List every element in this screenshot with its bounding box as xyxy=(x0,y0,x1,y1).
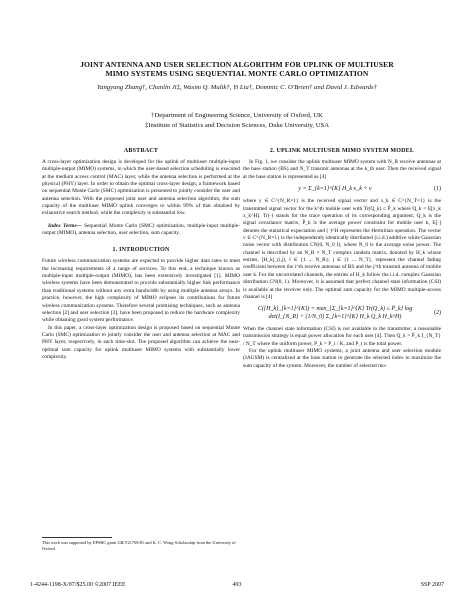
paper-title xyxy=(30,60,444,78)
affiliation-oxford: †Department of Engineering Science, University of Oxford, UK xyxy=(151,112,323,119)
equation-2 xyxy=(243,306,441,321)
equation-1-number: (1) xyxy=(434,186,441,193)
index-terms xyxy=(42,223,240,238)
footer-page-number: 493 xyxy=(232,582,242,588)
footnote-text: This work was supported by EPSRC grant GR/T21769/01 and K. C. Wong Scholarship from the University of Oxford. xyxy=(42,540,236,551)
introduction-paragraph-1: Future wireless communication systems are expected to provide higher data rates to meet the increasing requirements of a range of services. To this end, a technique known as multiple-input multiple-output (MIMO), has been extensively investigated [1]. MIMO wireless systems have been demonstrated to provide substantially higher link performance than traditional systems without any extra bandwidth by using multiple antenna arrays. In practice, however, the high complexity of MIMO eclipses its contributions for future wireless communication systems. Therefore several promising techniques, such as antenna selection [2] and user selection [3], have been proposed to reduce the hardware complexity while obtaining good system performance. xyxy=(42,258,240,324)
footer-copyright: 1-4244-1198-X/07/$25.00 ©2007 IEEE xyxy=(30,582,126,588)
system-model-paragraph-2: where y ∈ C^{N_R×1} is the received signal vector and x_k ∈ C^{N_T×1} is the transmitted signal vector for the k^th mobile user with Tr(Q_k) ≤ P̄_k where Q_k = E[x_k x_k^H]. Tr(·) stands for the trace operation of its corresponding argument, Q_k is the signal covariance matrix, P̄_k is the average power constraint for mobile user k, E[·] denotes the statistical expectation and (·)^H represents the Hermitian operation. The vector v ∈ C^{N_R×1} is the independently identically distributed (i.i.d.) additive white Gaussian noise vector with distribution CN(0, N_0 I), where N_0 is the average noise power. The channel is described by an N_R × N_T complex random matrix, denoted by H_k whose entries, [H_k]_(i,j), i ∈ {1 ... N_R}; j ∈ {1 ... N_T}, represent the channel fading coefficient between the i^th receive antennas of BS and the j^th transmit antenna of mobile user k. For the uncorrelated channels, the entries of H_k follow the i.i.d. complex Gaussian distribution CN(0, 1). Moreover, it is assumed that perfect channel state information (CSI) is available at the receiver only. The optimal sum capacity for the MIMO multiple-access channel is [4] xyxy=(243,198,441,300)
left-column xyxy=(42,144,240,361)
author-list: Yangyang Zhang†, Chunlin Ji‡, Wasim Q. Malik†, Yi Liu†, Dominic C. O'Brien† and David J. Edwards† xyxy=(97,84,377,91)
equation-1 xyxy=(243,186,441,193)
right-column xyxy=(243,144,441,370)
equation-2-body: C({H_k}_{k=1}^{K}) = max_{Σ_{k=1}^{K} Tr(Q_k) ≤ P̄_k} log det(I_{N_R} + (1/N_0) Σ_{k=1}^{K} H_k Q_k H_k^H) xyxy=(257,306,413,320)
abstract-heading: ABSTRACT xyxy=(123,148,159,154)
affiliations xyxy=(20,111,454,131)
system-model-paragraph-1: In Fig. 1, we consider the uplink multiuser MIMO system with N_R receive antennas at the base station (BS) and N_T transmit antennas at the k_th user. Then the received signal at the base station is represented as [4] xyxy=(243,159,441,180)
title-line-1: JOINT ANTENNA AND USER SELECTION ALGORITHM FOR UPLINK OF MULTIUSER xyxy=(80,60,394,69)
footnote-rule xyxy=(42,537,112,538)
equation-2-number: (2) xyxy=(434,309,441,316)
system-model-heading: 2. UPLINK MULTIUSER MIMO SYSTEM MODEL xyxy=(269,148,415,154)
index-terms-label: Index Terms— xyxy=(48,222,82,229)
introduction-heading: 1. INTRODUCTION xyxy=(112,247,170,254)
index-terms-text: Sequential Monte Carlo (SMC) optimization, multiple-input multiple-output (MIMO), antenna selection, user selection, sum capacity. xyxy=(42,222,240,237)
footer-venue: SSP 2007 xyxy=(420,582,444,588)
footnote xyxy=(42,537,240,551)
system-model-paragraph-4: For the uplink multiuser MIMO systems, a joint antenna and user selection module (JAUSM) is centralized at the base station to generate the selected index to maximize the sum capacity of the system. Moreover, the number of selected mo- xyxy=(243,347,441,369)
system-model-paragraph-3: When the channel state information (CSI) is not available to the transmitter, a reasonable transmission strategy is equal power allocation for each user [4]. Then Q_k = P̄_k I_{N_T} / N_T where the uniform power, P_k = P_t / K, and P_t is the total power. xyxy=(243,325,441,347)
title-line-2: MIMO SYSTEMS USING SEQUENTIAL MONTE CARLO OPTIMIZATION xyxy=(105,69,369,78)
equation-1-body: y = Σ_{k=1}^{K} H_k x_k + v xyxy=(298,186,372,193)
introduction-paragraph-2: In this paper, a cross-layer optimization design is proposed based on sequential Monte Carlo (SMC) optimization to jointly consider the user and antenna selection at MAC and PHY layer, respectively, in each time-slot. The proposed algorithm can achieve the near-optimal sum capacity for uplink multiuser MIMO systems with substantially lower complexity. xyxy=(42,324,240,360)
abstract-text: A cross-layer optimization design is developed for the uplink of multiuser multiple-input multiple-output (MIMO) systems, in which the user-based selection scheduling is executed at the medium access control (MAC) layer, while the antenna selection is performed at the physical (PHY) layer. In order to obtain the optimal cross-layer design, a framework based on sequential Monte Carlo (SMC) optimization is presented to jointly consider the user and antenna selection. With the proposed joint user and antenna selection algorithm, the sum capacity of the multiuser MIMO uplink converges to within 99% of that obtained by exhaustive search method, while the complexity is substantial low. xyxy=(42,159,240,217)
affiliation-duke: ‡Institute of Statistics and Decision Sciences, Duke University, USA xyxy=(144,122,330,129)
